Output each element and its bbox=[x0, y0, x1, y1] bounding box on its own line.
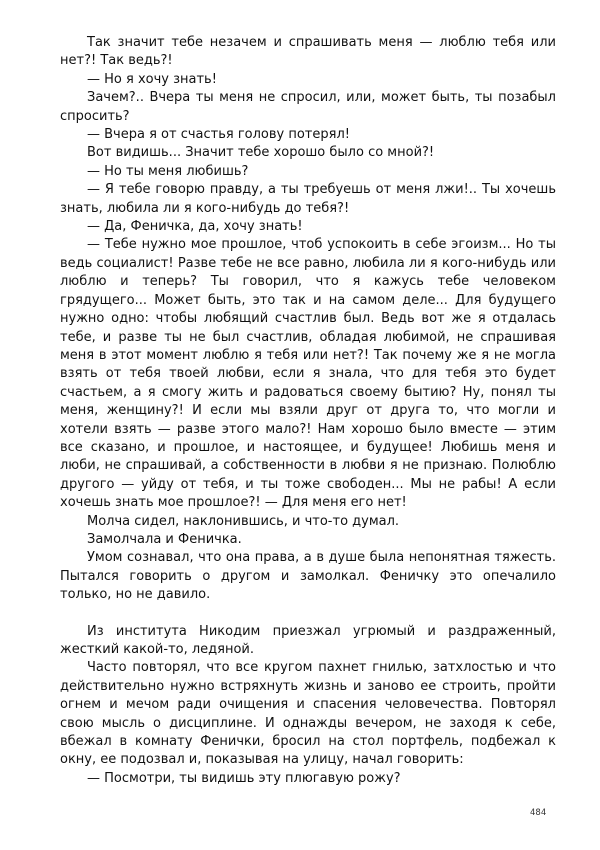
paragraph: Вот видишь... Значит тебе хорошо было со мной?! bbox=[87, 145, 435, 161]
paragraph: Из института Никодим приезжал угрюмый и раздраженный, жесткий какой-то, ледяной. bbox=[60, 623, 556, 657]
page-number: 484 bbox=[530, 808, 547, 818]
paragraph: — Я тебе говорю правду, а ты требуешь от меня лжи!.. Ты хочешь знать, любила ли я кого-нибудь до тебя?! bbox=[60, 182, 556, 216]
paragraph: Зачем?.. Вчера ты меня не спросил, или, может быть, ты позабыл спросить? bbox=[60, 90, 556, 124]
paragraph: Часто повторял, что все кругом пахнет гнилью, затхлостью и что действительно нужно встряхнуть жизнь и заново ее строить, пройти огнем и мечом ради очищения и спасения человечества. Повторял свою мысль о дисциплине. И однажды вечером, не заходя к себе, вбежал в комнату Фенички, бросил на стол портфель, подбежал к окну, ее подозвал и, показывая на улицу, начал говорить: bbox=[60, 660, 556, 768]
paragraph: Умом сознавал, что она права, а в душе была непонятная тяжесть. Пытался говорить о другом и замолкал. Феничку это опечалило только, но не давило. bbox=[60, 550, 556, 603]
paragraph: Так значит тебе незачем и спрашивать меня — люблю тебя или нет?! Так ведь?! bbox=[60, 35, 556, 69]
paragraph: Молча сидел, наклонившись, и что-то думал. bbox=[87, 513, 400, 529]
paragraph: — Но ты меня любишь? bbox=[87, 163, 249, 179]
paragraph: — Вчера я от счастья голову потерял! bbox=[87, 127, 350, 143]
paragraph: — Посмотри, ты видишь эту плюгавую рожу? bbox=[87, 770, 401, 786]
paragraph: — Тебе нужно мое прошлое, чтоб успокоить в себе эгоизм... Но ты ведь социалист! Разве тебе не все равно, любила ли я кого-нибудь или люблю и теперь? Ты говорил, что я кажусь тебе человеком грядущего... Может быть, это так и на самом деле... Для будущего нужно одно: чтобы любящий счастлив был. Ведь вот же я отдалась тебе, и разве ты не был счастлив, обладая любимой, не спрашивая меня в этот момент люблю я тебя или нет?! Так почему же я не могла взять от тебя твоей любви, если я знала, что для тебя это будет счастьем, а я смогу жить и радоваться своему бытию? Ну, понял ты меня, женщину?! И если мы взяли друг от друга то, что могли и хотели взять — разве этого мало?! Нам хорошо было вместе — этим все сказано, и прошлое, и настоящее, и будущее! Любишь меня и люби, не спрашивай, а собственности в любви я не признаю. Полюблю другого — уйду от тебя, и ты тоже свободен... Мы не рабы! А если хочешь знать мое прошлое?! — Для меня его нет! bbox=[60, 237, 556, 511]
paragraph: Замолчала и Феничка. bbox=[87, 531, 242, 547]
page-text bbox=[60, 34, 556, 788]
paragraph: — Да, Феничка, да, хочу знать! bbox=[87, 219, 303, 235]
paragraph: — Но я хочу знать! bbox=[87, 71, 217, 87]
